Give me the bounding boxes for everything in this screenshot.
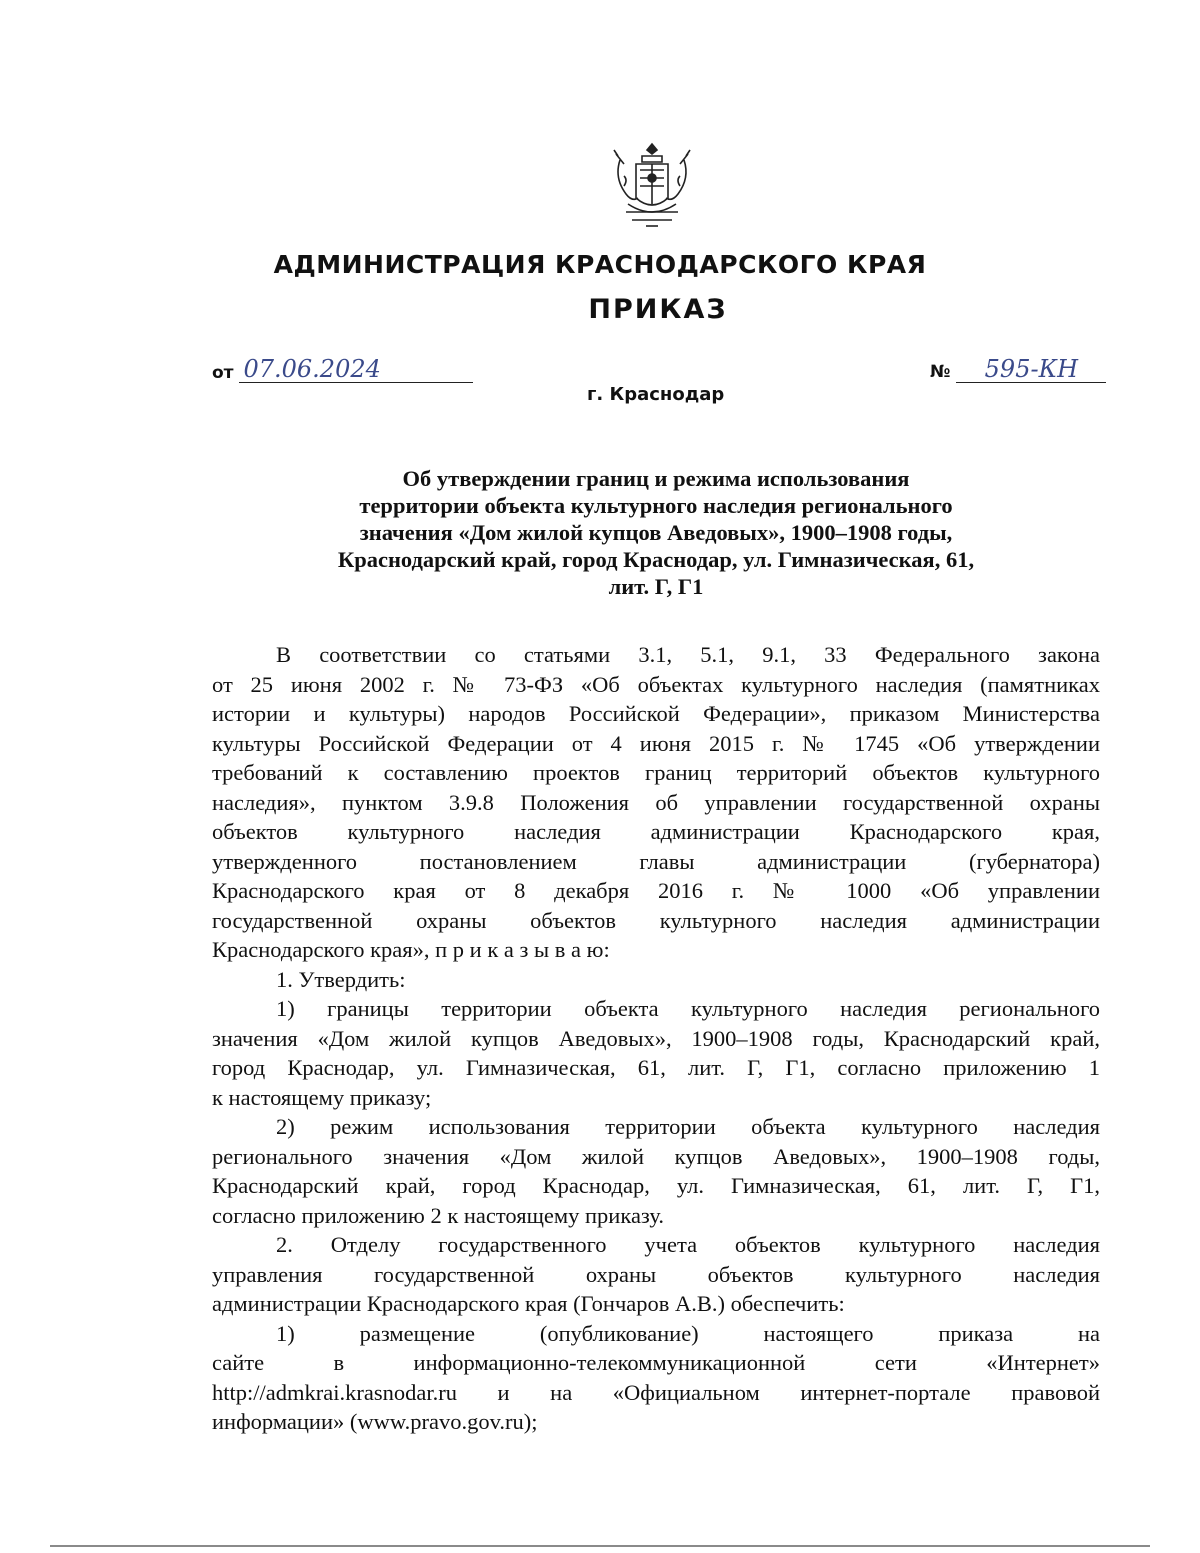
handwritten-number: 595-КН — [956, 356, 1106, 383]
body-line: требований к составлению проектов границ территорий объектов культурного — [212, 760, 1100, 785]
body-line: к настоящему приказу; — [212, 1084, 432, 1110]
document-number — [930, 356, 1106, 383]
title-line: лит. Г, Г1 — [608, 574, 704, 599]
body-line: утвержденного постановлением главы администрации (губернатора) — [212, 848, 1100, 874]
handwritten-date: 07.06.2024 — [239, 356, 473, 383]
body-line: согласно приложению 2 к настоящему приказу. — [212, 1202, 664, 1228]
coat-of-arms-emblem — [606, 140, 698, 232]
title-line: Об утверждении границ и режима использования — [402, 466, 910, 491]
body-line: 2. Отделу государственного учета объектов культурного наследия — [276, 1232, 1100, 1257]
body-line: от 25 июня 2002 г. № 73-ФЗ «Об объектах культурного наследия (памятниках — [212, 671, 1100, 697]
body-line: значения «Дом жилой купцов Аведовых», 1900–1908 годы, Краснодарский край, — [212, 1025, 1100, 1051]
title-line: Краснодарский край, город Краснодар, ул. Гимназическая, 61, — [337, 547, 975, 572]
body-line: государственной охраны объектов культурного наследия администрации — [212, 907, 1100, 933]
body-line: культуры Российской Федерации от 4 июня 2015 г. № 1745 «Об утверждении — [212, 730, 1100, 756]
document-city: г. Краснодар — [587, 384, 725, 405]
body-line: город Краснодар, ул. Гимназическая, 61, лит. Г, Г1, согласно приложению 1 — [212, 1055, 1100, 1080]
body-line: В соответствии со статьями 3.1, 5.1, 9.1, 33 Федерального закона — [276, 642, 1100, 667]
number-prefix: № — [930, 362, 951, 382]
body-line: администрации Краснодарского края (Гончаров А.В.) обеспечить: — [212, 1291, 845, 1316]
body-line: Краснодарского края от 8 декабря 2016 г. № 1000 «Об управлении — [212, 878, 1100, 903]
body-line: истории и культуры) народов Российской Федерации», приказом Министерства — [212, 701, 1100, 726]
body-line: Краснодарского края», п р и к а з ы в а ю: — [212, 937, 610, 962]
body-line: http://admkrai.krasnodar.ru и на «Официальном интернет-портале правовой — [212, 1379, 1100, 1405]
body-line: Краснодарский край, город Краснодар, ул. Гимназическая, 61, лит. Г, Г1, — [212, 1173, 1100, 1198]
body-line: регионального значения «Дом жилой купцов Аведовых», 1900–1908 годы, — [212, 1143, 1100, 1169]
document-type: ПРИКАЗ — [588, 294, 728, 325]
body-line: 2) режим использования территории объекта культурного наследия — [276, 1114, 1100, 1139]
body-line: 1. Утвердить: — [276, 966, 406, 992]
document-date — [212, 356, 473, 383]
body-line: объектов культурного наследия администрации Краснодарского края, — [212, 819, 1100, 844]
body-line: 1) границы территории объекта культурного наследия регионального — [276, 996, 1100, 1021]
date-prefix: от — [212, 363, 234, 383]
title-line: территории объекта культурного наследия регионального — [359, 493, 953, 518]
body-line: управления государственной охраны объектов культурного наследия — [212, 1261, 1100, 1287]
document-body — [212, 640, 1100, 1437]
document-title — [212, 465, 1100, 600]
page-bottom-rule — [50, 1545, 1150, 1547]
body-line: наследия», пунктом 3.9.8 Положения об управлении государственной охраны — [212, 789, 1100, 815]
body-line: информации» (www.pravo.gov.ru); — [212, 1409, 538, 1434]
organization-name: АДМИНИСТРАЦИЯ КРАСНОДАРСКОГО КРАЯ — [273, 250, 927, 279]
body-line: 1) размещение (опубликование) настоящего приказа на — [276, 1320, 1100, 1346]
body-line: сайте в информационно-телекоммуникационной сети «Интернет» — [212, 1350, 1100, 1375]
title-line: значения «Дом жилой купцов Аведовых», 1900–1908 годы, — [359, 520, 953, 545]
